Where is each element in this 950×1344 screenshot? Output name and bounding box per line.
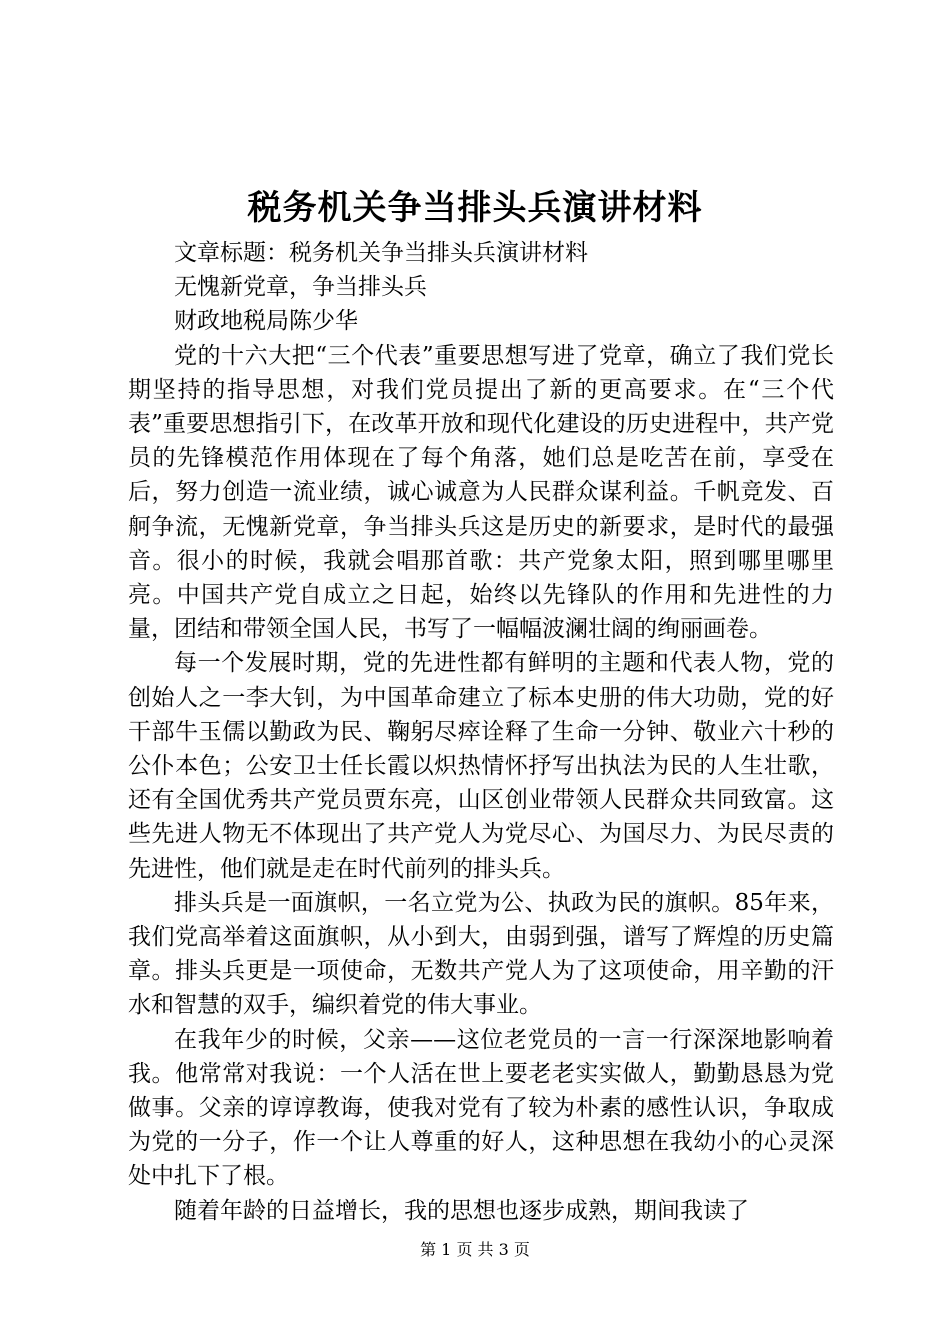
body-paragraph: 在我年少的时候，父亲——这位老党员的一言一行深深地影响着我。他常常对我说：一个人活在世上要老老实实做人，勤勤恳恳为党做事。父亲的谆谆教诲，使我对党有了较为朴素的感性认识，争取成为党的一分子，作一个让人尊重的好人，这种思想在我幼小的心灵深处中扎下了根。 — [128, 1026, 834, 1190]
body-paragraph: 党的十六大把“三个代表”重要思想写进了党章，确立了我们党长期坚持的指导思想，对我们党员提出了新的更高要求。在“三个代表”重要思想指引下，在改革开放和现代化建设的历史进程中，共产党员的先锋模范作用体现在了每个角落，她们总是吃苦在前，享受在后，努力创造一流业绩，诚心诚意为人民群众谋利益。千帆竞发、百舸争流，无愧新党章，争当排头兵这是历史的新要求，是时代的最强音。很小的时候，我就会唱那首歌：共产党象太阳，照到哪里哪里亮。中国共产党自成立之日起，始终以先锋队的作用和先进性的力量，团结和带领全国人民，书写了一幅幅波澜壮阔的绚丽画卷。 — [128, 342, 834, 643]
article-title-line: 文章标题：税务机关争当排头兵演讲材料 — [174, 240, 588, 266]
body-paragraph: 排头兵是一面旗帜，一名立党为公、执政为民的旗帜。85年来，我们党高举着这面旗帜，从小到大，由弱到强，谱写了辉煌的历史篇章。排头兵更是一项使命，无数共产党人为了这项使命，用辛勤的汗水和智慧的双手，编织着党的伟大事业。 — [128, 889, 834, 1019]
document-body — [128, 236, 834, 1228]
subtitle-line: 无愧新党章，争当排头兵 — [174, 274, 427, 301]
page-number-footer: 第 1 页 共 3 页 — [420, 1240, 530, 1259]
document-title: 税务机关争当排头兵演讲材料 — [247, 188, 703, 228]
body-paragraph: 随着年龄的日益增长，我的思想也逐步成熟，期间我读了 — [174, 1197, 749, 1224]
author-line: 财政地税局陈少华 — [174, 308, 358, 335]
body-paragraph: 每一个发展时期，党的先进性都有鲜明的主题和代表人物，党的创始人之一李大钊，为中国革命建立了标本史册的伟大功勋，党的好干部牛玉儒以勤政为民、鞠躬尽瘁诠释了生命一分钟、敬业六十秒的公仆本色；公安卫士任长霞以炽热情怀抒写出执法为民的人生壮歌，还有全国优秀共产党员贾东亮，山区创业带领人民群众共同致富。这些先进人物无不体现出了共产党人为党尽心、为国尽力、为民尽责的先进性，他们就是走在时代前列的排头兵。 — [128, 650, 834, 882]
